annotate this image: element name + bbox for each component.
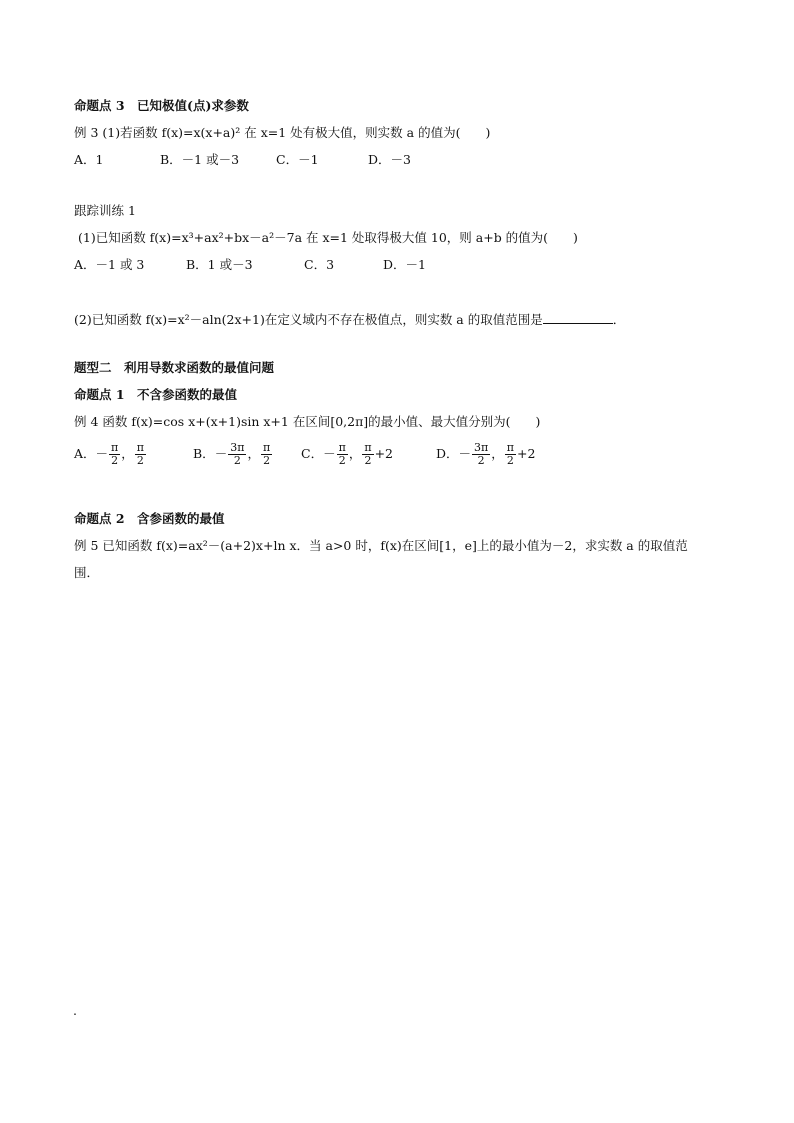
type-two-heading: 题型二 利用导数求函数的最值问题: [74, 360, 275, 375]
q1-option-b: B．1 或－3: [186, 257, 253, 272]
ex4-option-b: B．－ $\frac{3\pi}{2}$ ， $\frac{\pi}{2}$: [193, 441, 271, 467]
footer-dot: .: [73, 1003, 77, 1018]
subheading-2: 命题点 2 含参函数的最值: [74, 511, 225, 526]
ex4-option-d: D．－ $\frac{3\pi}{2}$ ， $\frac{\pi}{2}$ +2: [436, 441, 536, 467]
fraction: $\frac{\pi}{2}$: [111, 441, 119, 467]
example-5-line-2: 围．: [74, 565, 100, 580]
fraction: $\frac{\pi}{2}$: [262, 441, 271, 467]
subheading-1: 命题点 1 不含参函数的最值: [74, 387, 238, 402]
ex3-option-d: D．－3: [368, 152, 411, 167]
training-question-2: [74, 311, 625, 328]
q2-text: (2)已知函数 f(x)=x²－aln(2x+1)在定义域内不存在极值点，则实数 a 的取值范围是: [74, 312, 543, 327]
fraction: $\frac{\pi}{2}$: [364, 441, 372, 467]
fraction: $\frac{\pi}{2}$: [506, 441, 515, 467]
fraction: $\frac{3\pi}{2}$: [230, 441, 245, 467]
q1-option-c: C．3: [304, 257, 335, 272]
training-heading: 跟踪训练 1: [74, 203, 136, 218]
fraction: $\frac{3\pi}{2}$: [474, 441, 489, 467]
example-3: 例 3 (1)若函数 f(x)=x(x+a)² 在 x=1 处有极大值，则实数 a 的值为( ): [74, 125, 491, 140]
ex3-option-a: A．1: [74, 152, 104, 167]
fraction: $\frac{\pi}{2}$: [136, 441, 145, 467]
fraction: $\frac{\pi}{2}$: [338, 441, 346, 467]
example-4: 例 4 函数 f(x)=cos x+(x+1)sin x+1 在区间[0,2π]的最小值、最大值分别为( ): [74, 414, 541, 429]
ex4-option-a: A．－ $\frac{\pi}{2}$ ， $\frac{\pi}{2}$: [74, 441, 145, 467]
ex3-option-b: B．－1 或－3: [160, 152, 240, 167]
example-5-line-1: 例 5 已知函数 f(x)=ax²－(a+2)x+ln x．当 a>0 时，f(x)在区间[1，e]上的最小值为－2，求实数 a 的取值范: [74, 538, 688, 553]
q1-option-a: A．－1 或 3: [74, 257, 145, 272]
answer-blank: [543, 311, 613, 324]
ex4-option-c: C．－ $\frac{\pi}{2}$ ， $\frac{\pi}{2}$ +2: [301, 441, 394, 467]
training-question-1: (1)已知函数 f(x)=x³+ax²+bx－a²－7a 在 x=1 处取得极大值 10，则 a+b 的值为( ): [78, 230, 578, 245]
q1-option-d: D．－1: [383, 257, 426, 272]
heading-3: 命题点 3 已知极值(点)求参数: [74, 98, 249, 113]
q2-end: ．: [612, 312, 626, 327]
ex3-option-c: C．－1: [276, 152, 319, 167]
